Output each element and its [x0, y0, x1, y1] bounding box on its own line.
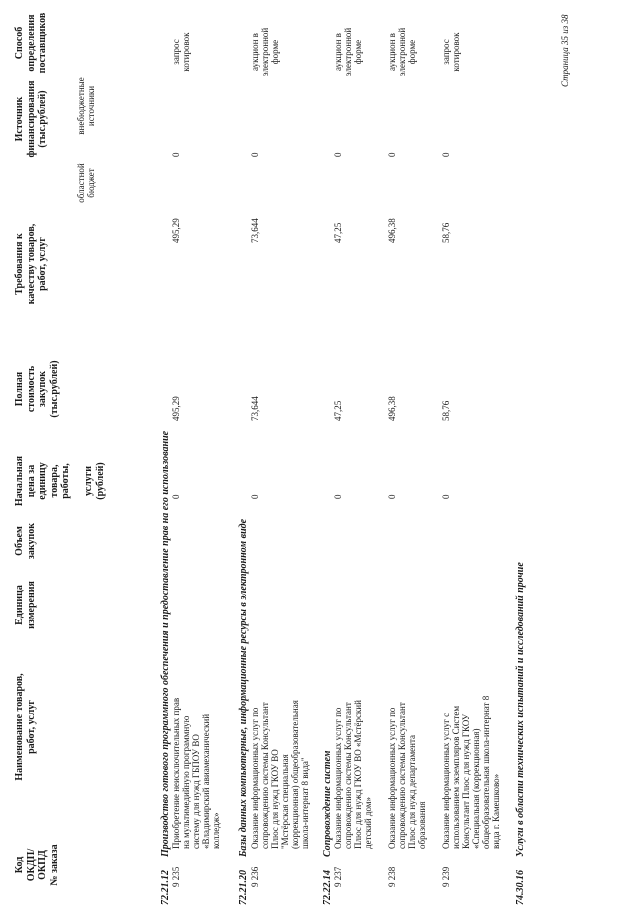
- row-full-cost-9236: 73,644: [250, 396, 260, 421]
- row-regional-9239: 58,76: [441, 222, 451, 243]
- header-code: Код ОКДП/ ОКПД № заказа: [14, 844, 60, 886]
- section-code-72-22-14: 72.22.14: [322, 870, 333, 905]
- row-full-cost-9238: 496,38: [387, 396, 397, 421]
- section-code-72-21-20: 72.21.20: [238, 870, 249, 905]
- row-initial-price-9235: 0: [171, 494, 181, 499]
- row-method-9237: аукцион в электронной форме: [333, 27, 364, 77]
- header-volume: Объем закупок: [14, 522, 37, 560]
- row-regional-9236: 73,644: [250, 218, 260, 243]
- row-name-9237: Оказание информационных услуг по сопровождению системы Консультант Плюс для нужд ГКОУ ВО «Мстёрский детский дом»: [333, 700, 374, 849]
- row-name-9235: Приобретение неисключительных прав на мультимедийную программную систему для нужд ГБПОУ ВО «Владимирский авиамеханический колледж»: [171, 697, 222, 849]
- row-full-cost-9235: 495,29: [171, 396, 181, 421]
- row-method-9239: запрос котировок: [441, 32, 462, 72]
- row-extra-9236: 0: [250, 152, 260, 157]
- row-initial-price-9239: 0: [441, 494, 451, 499]
- row-full-cost-9239: 58,76: [441, 400, 451, 421]
- section-title-74-30-16: Услуги в области технических испытаний и исследований прочие: [515, 562, 526, 857]
- row-name-9239: Оказание информационных услуг с использованием экземпляров Систем Консультант Плюс для нужд ГКОУ «Специальная (коррекционная) общеобразовательная школа-интернат 8 вида г. Камешково»: [441, 695, 502, 849]
- row-regional-9237: 47,25: [333, 222, 343, 243]
- header-name: Наименование товаров, работ, услуг: [14, 673, 37, 781]
- row-name-9238: Оказание информационных услуг по сопровождению системы Консультант Плюс для нужд департамента образования: [387, 702, 428, 849]
- section-title-72-21-20: Базы данных компьютерные, информационные ресурсы в электронном виде: [238, 518, 249, 857]
- row-extra-9238: 0: [387, 152, 397, 157]
- page-number: Страница 35 из 38: [560, 14, 570, 87]
- row-num-9238: 9 238: [387, 866, 397, 887]
- header-method: Способ определения поставщиков: [14, 12, 48, 74]
- row-initial-price-9237: 0: [333, 494, 343, 499]
- row-full-cost-9237: 47,25: [333, 400, 343, 421]
- row-num-9239: 9 239: [441, 866, 451, 887]
- header-initial-price: Начальная цена за единицу товара, работы, услуги (рублей): [14, 455, 106, 507]
- header-source-regional: областной бюджет: [76, 163, 97, 203]
- section-code-72-21-12: 72.21.12: [160, 870, 171, 905]
- row-method-9236: аукцион в электронной форме: [250, 27, 281, 77]
- row-extra-9239: 0: [441, 152, 451, 157]
- row-num-9237: 9 237: [333, 866, 343, 887]
- header-unit: Единица измерения: [14, 581, 37, 629]
- header-full-cost: Полная стоимость закупок (тыс.рублей): [14, 360, 60, 418]
- row-regional-9238: 496,38: [387, 218, 397, 243]
- row-num-9235: 9 235: [171, 866, 181, 887]
- header-source: Источник финансирования (тыс.рублей): [14, 80, 48, 158]
- row-extra-9235: 0: [171, 152, 181, 157]
- row-initial-price-9238: 0: [387, 494, 397, 499]
- row-num-9236: 9 236: [250, 866, 260, 887]
- row-name-9236: Оказание информационных услуг по сопровождению системы Консультант Плюс для нужд ГКОУ ВО "Мстёрская специальная (коррекционная) общеобразовательная школа-интернат 8 вида": [250, 700, 311, 849]
- section-title-72-22-14: Сопровождение систем: [322, 750, 333, 857]
- row-initial-price-9236: 0: [250, 494, 260, 499]
- header-source-extra: внебюджетные источники: [76, 77, 97, 135]
- header-requirements: Требования к качеству товаров, работ, услуг: [14, 223, 48, 305]
- section-title-72-21-12: Производство готового программного обеспечения и предоставление прав на его использование: [160, 430, 171, 857]
- row-method-9235: запрос котировок: [171, 32, 192, 72]
- row-regional-9235: 495,29: [171, 218, 181, 243]
- section-code-74-30-16: 74.30.16: [515, 870, 526, 905]
- row-extra-9237: 0: [333, 152, 343, 157]
- row-method-9238: аукцион в электронной форме: [387, 27, 418, 77]
